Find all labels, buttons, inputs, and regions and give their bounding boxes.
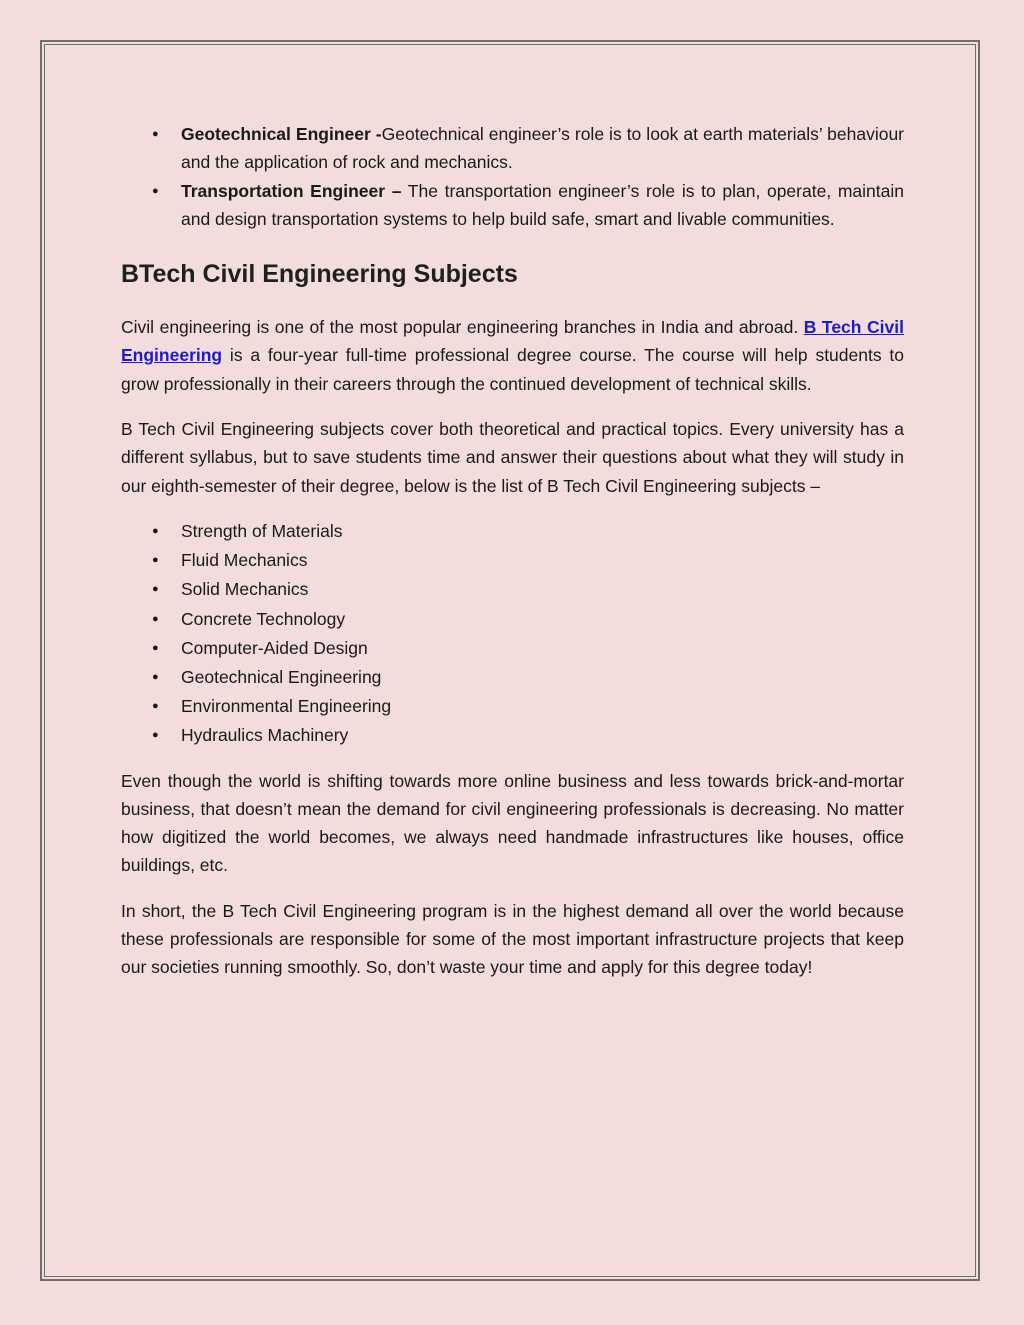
list-item: ● Geotechnical Engineering bbox=[121, 663, 904, 692]
role-description: The transportation engineer’s role is to plan, operate, maintain and design transportation systems to help build safe, smart and livable communities. bbox=[181, 180, 904, 229]
list-item: ● Solid Mechanics bbox=[121, 575, 904, 604]
list-item: ● Hydraulics Machinery bbox=[121, 721, 904, 750]
list-item bbox=[121, 120, 904, 177]
paragraph-demand: Even though the world is shifting towards more online business and less towards brick-and-mortar business, that doesn’t mean the demand for civil engineering professionals is decreasing. No matter how digitized the world becomes, we always need handmade infrastructures like houses, office buildings, etc. bbox=[121, 770, 904, 876]
section-heading: BTech Civil Engineering Subjects bbox=[121, 260, 518, 289]
list-item: ● Fluid Mechanics bbox=[121, 546, 904, 575]
list-item: ● Concrete Technology bbox=[121, 605, 904, 634]
paragraph-subjects-intro: B Tech Civil Engineering subjects cover both theoretical and practical topics. Every university has a different syllabus, but to save students time and answer their questions about what they will study in our eighth-semester of their degree, below is the list of B Tech Civil Engineering subjects – bbox=[121, 419, 904, 496]
document-content bbox=[121, 120, 904, 999]
role-description: Geotechnical engineer’s role is to look at earth materials’ behaviour and the application of rock and mechanics. bbox=[181, 124, 905, 173]
list-item: ● Environmental Engineering bbox=[121, 692, 904, 721]
subjects-list bbox=[121, 517, 904, 751]
engineer-roles-list bbox=[121, 120, 904, 233]
role-title: Transportation Engineer – bbox=[181, 180, 402, 201]
list-item bbox=[121, 177, 904, 234]
paragraph-intro bbox=[121, 313, 904, 398]
list-item: ● Computer-Aided Design bbox=[121, 634, 904, 663]
list-item: ● Strength of Materials bbox=[121, 517, 904, 546]
paragraph-text: Civil engineering is one of the most popular engineering branches in India and abroad. bbox=[121, 317, 804, 338]
role-title: Geotechnical Engineer - bbox=[181, 124, 382, 144]
paragraph-text: is a four-year full-time professional degree course. The course will help students to grow professionally in their careers through the continued development of technical skills. bbox=[121, 345, 904, 394]
btech-civil-engineering-link[interactable]: B Tech Civil Engineering bbox=[121, 317, 904, 366]
paragraph-conclusion: In short, the B Tech Civil Engineering program is in the highest demand all over the world because these professionals are responsible for some of the most important infrastructure projects that keep our societies running smoothly. So, don’t waste your time and apply for this degree today! bbox=[121, 900, 904, 978]
